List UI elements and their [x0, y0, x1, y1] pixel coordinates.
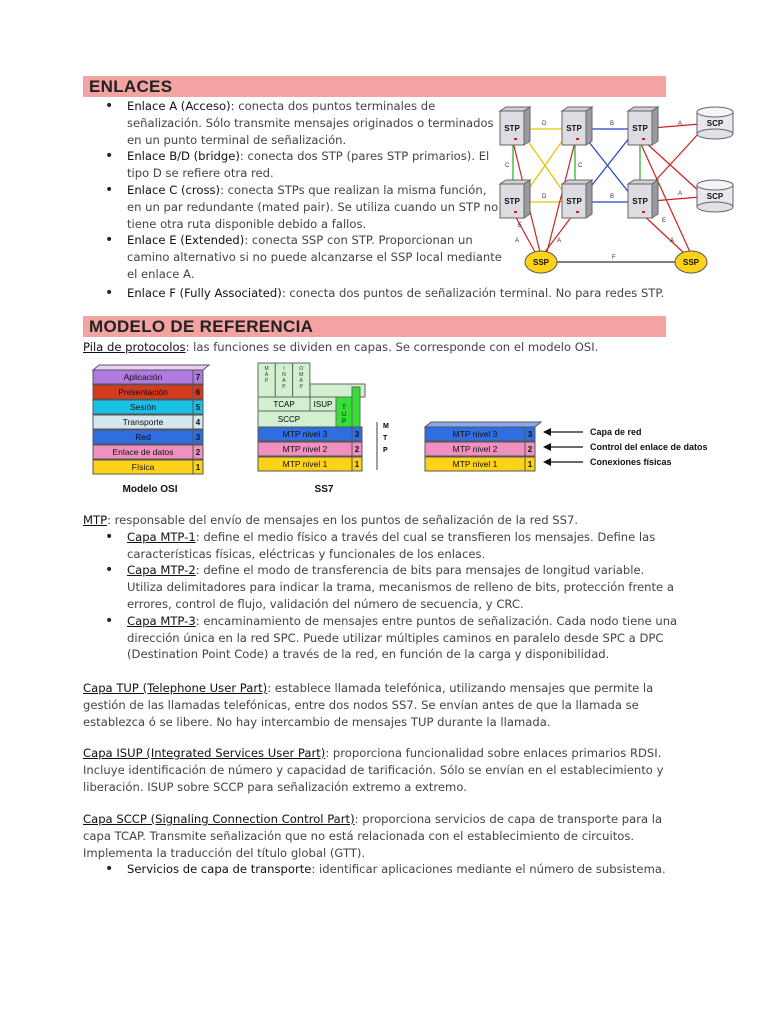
link-label: F [612, 255, 616, 261]
osi-layer-name: Red [135, 432, 151, 442]
enlaces-list-bottom [83, 285, 683, 302]
stp-node [628, 180, 658, 218]
osi-layer-name: Enlace de datos [112, 447, 174, 457]
svg-text:P: P [341, 419, 347, 425]
ssp-node [525, 251, 557, 273]
link-label: C [505, 163, 510, 169]
svg-text:MTP nivel 1: MTP nivel 1 [282, 459, 328, 469]
link-label: C [578, 163, 583, 169]
osi-layer-number: 1 [195, 463, 201, 472]
tup-paragraph: Capa TUP (Telephone User Part): establece llamada telefónica, utilizando mensajes que permite la gestión de las llamadas telefónicas, entre dos nodos SS7. Se envían antes de que la llamada se establezca ó se libere. No hay intercambio de mensajes TUP durante la llamada. [83, 681, 654, 729]
osi-layer-number: 3 [195, 433, 201, 442]
svg-text:P: P [299, 384, 303, 390]
link-label: A [557, 238, 562, 244]
list-item: • Enlace F (Fully Associated): conecta dos puntos de señalización terminal. No para redes STP. [83, 285, 683, 302]
pila-paragraph: Pila de protocolos: las funciones se dividen en capas. Se corresponde con el modelo OSI. [83, 340, 599, 354]
isup-paragraph: Capa ISUP (Integrated Services User Part): proporciona funcionalidad sobre enlaces primarios RDSI. Incluye identificación de número y capacidad de tarificación. Sólo se envían en el establecimiento y liberación. ISUP sobre SCCP para señalización extremo a extremo. [83, 746, 664, 794]
ssp-label: SSP [682, 258, 700, 267]
ss7-stack [258, 363, 389, 495]
ss7-mtp-layer [258, 457, 362, 471]
svg-text:A: A [299, 378, 303, 384]
link-label: E [662, 218, 667, 224]
list-item: • Enlace E (Extended): conecta SSP con STP. Proporcionan un camino alternativo si no puede alcanzarse el SSP local mediante el enlace A. [83, 232, 503, 282]
ssp-node [675, 251, 707, 273]
isup-label: ISUP [313, 400, 333, 409]
sccp-section: Capa SCCP (Signaling Connection Control Part): proporciona servicios de capa de transporte para la capa TCAP. Transmite señalización que no está relacionada con el establecimiento de circuitos. Implementa la traducción del título global (GTT). • Servicios de capa de transporte: identificar aplicaciones mediante el número de subsistema. [83, 811, 673, 878]
svg-text:T: T [342, 405, 346, 411]
section-title: MODELO DE REFERENCIA [89, 317, 314, 336]
stp-node [500, 107, 530, 145]
svg-text:M: M [264, 366, 269, 372]
mtp-side-label: M [383, 423, 389, 430]
list-item: • Capa MTP-2: define el modo de transferencia de bits para mensajes de longitud variable. Utiliza delimitadores para indicar la trama, mecanismos de relleno de bits, protección frente a errores, control de flujo, validación del número de secuencia, y CRC. [83, 562, 683, 612]
osi-layer [93, 445, 203, 459]
list-item: • Enlace C (cross): conecta STPs que realizan la misma función, en un par redundante (mated pair). Se utiliza cuando un STP no tiene otra ruta disponible debido a fallos. [83, 182, 503, 232]
mtp-detail-stack [425, 422, 708, 471]
link-label: D [542, 194, 547, 200]
svg-text:P: P [264, 378, 269, 384]
ss7-mtp-layer [258, 427, 362, 441]
list-item: • Enlace B/D (bridge): conecta dos STP (pares STP primarios). El tipo D se refiere otra red. [83, 148, 503, 182]
list-item: • Servicios de capa de transporte: identificar aplicaciones mediante el número de subsistema. [83, 861, 673, 878]
svg-text:MTP nivel 2: MTP nivel 2 [452, 444, 498, 454]
scp-node [697, 180, 733, 212]
link-label: E [518, 223, 523, 229]
svg-text:N: N [282, 372, 286, 378]
svg-text:2: 2 [354, 445, 360, 454]
svg-text:M: M [299, 372, 304, 378]
svg-text:MTP nivel 1: MTP nivel 1 [452, 459, 498, 469]
mtp-detail-layer [425, 427, 642, 441]
osi-layer [93, 385, 203, 399]
osi-layer-number: 6 [195, 388, 201, 397]
ss7-title: SS7 [314, 484, 334, 495]
osi-layer [93, 460, 203, 474]
svg-text:I: I [283, 366, 285, 372]
svg-text:U: U [341, 412, 347, 418]
list-item: • Enlace A (Acceso): conecta dos puntos terminales de señalización. Sólo transmite mensajes originados o terminados en un punto terminal de señalización. [83, 98, 503, 148]
osi-layer-number: 4 [195, 418, 201, 427]
mtp-detail-layer [425, 442, 708, 456]
stp-node [628, 107, 658, 145]
scp-label: SCP [706, 192, 724, 201]
ssp-label: SSP [532, 258, 550, 267]
enlaces-list-left [83, 98, 503, 283]
svg-text:MTP nivel 2: MTP nivel 2 [282, 444, 328, 454]
mtp-layer-desc: Control del enlace de datos [590, 442, 708, 452]
mtp-layer-desc: Capa de red [590, 427, 642, 437]
ss7-mtp-layer [258, 442, 362, 456]
osi-layer-number: 7 [195, 373, 201, 382]
stp-label: STP [632, 124, 648, 133]
svg-text:A: A [282, 378, 286, 384]
sccp-label: SCCP [277, 415, 301, 424]
list-item: • Capa MTP-3: encaminamiento de mensajes entre puntos de señalización. Cada nodo tiene una dirección única en la red SPC. Puede utilizar múltiples caminos en paralelo desde SPC a DPC (Destination Point Code) a través de la red, en función de la carga y disponibilidad. [83, 613, 683, 663]
svg-text:O: O [299, 366, 304, 372]
stp-node [562, 180, 592, 218]
svg-text:3: 3 [527, 430, 533, 439]
svg-text:2: 2 [527, 445, 533, 454]
svg-text:MTP nivel 3: MTP nivel 3 [452, 429, 498, 439]
section-title: ENLACES [89, 77, 173, 96]
stp-label: STP [632, 197, 648, 206]
section-heading-enlaces [83, 76, 666, 97]
mtp-detail-layer [425, 457, 672, 471]
list-item: • Capa MTP-1: define el medio físico a través del cual se transfieren los mensajes. Define las características físicas, eléctricas y funcionales de los enlaces. [83, 529, 683, 563]
osi-layer-name: Presentación [118, 387, 168, 397]
stp-label: STP [566, 197, 582, 206]
section-heading-modelo [83, 316, 666, 337]
stp-node [500, 180, 530, 218]
osi-layer [93, 370, 203, 384]
svg-text:1: 1 [354, 460, 360, 469]
svg-text:MTP nivel 3: MTP nivel 3 [282, 429, 328, 439]
ss7-network-diagram [495, 102, 740, 280]
tcap-label: TCAP [273, 400, 295, 409]
osi-layer [93, 400, 203, 414]
mtp-layer-desc: Conexiones físicas [590, 457, 672, 467]
svg-text:3: 3 [354, 430, 360, 439]
osi-stack [93, 365, 209, 474]
mtp-section: MTP: responsable del envío de mensajes en los puntos de señalización de la red SS7. • Capa MTP-1: define el medio físico a través del cual se transfieren los mensajes. Define las características físicas, eléctricas y funcionales de los enlaces. • Capa MTP-2: define el modo de transferencia de bits para mensajes de longitud variable. Utiliza delimitadores para indicar la trama, mecanismos de relleno de bits, protección frente a errores, control de flujo, validación del número de secuencia, y CRC. • Capa MTP-3: encaminamiento de mensajes entre puntos de señalización. Cada nodo tiene una dirección única en la red SPC. Puede utilizar múltiples caminos en paralelo desde SPC a DPC (Destination Point Code) a través de la red, en función de la carga y disponibilidad. [83, 512, 683, 663]
osi-layer-number: 2 [195, 448, 201, 457]
osi-title: Modelo OSI [122, 484, 178, 495]
link-label: B [610, 121, 615, 127]
link-label: B [610, 194, 615, 200]
osi-layer [93, 430, 203, 444]
scp-node [697, 107, 733, 139]
svg-text:A: A [264, 372, 269, 378]
osi-layer-name: Sesión [130, 402, 156, 412]
svg-text:1: 1 [527, 460, 533, 469]
stp-node [562, 107, 592, 145]
link-label: A [670, 238, 675, 244]
stp-label: STP [566, 124, 582, 133]
link-label: A [515, 238, 520, 244]
osi-layer-name: Aplicación [123, 372, 163, 382]
link-label: A [678, 191, 683, 197]
osi-layer-name: Transporte [122, 417, 164, 427]
svg-text:P: P [383, 447, 388, 454]
svg-text:P: P [282, 384, 286, 390]
osi-layer [93, 415, 203, 429]
link-label: D [542, 121, 547, 127]
scp-label: SCP [706, 119, 724, 128]
link-label: A [678, 121, 683, 127]
svg-text:T: T [383, 435, 388, 442]
osi-layer-number: 5 [195, 403, 201, 412]
protocol-stack-diagram [85, 357, 735, 497]
osi-layer-name: Física [131, 462, 155, 472]
stp-label: STP [504, 197, 520, 206]
stp-label: STP [504, 124, 520, 133]
